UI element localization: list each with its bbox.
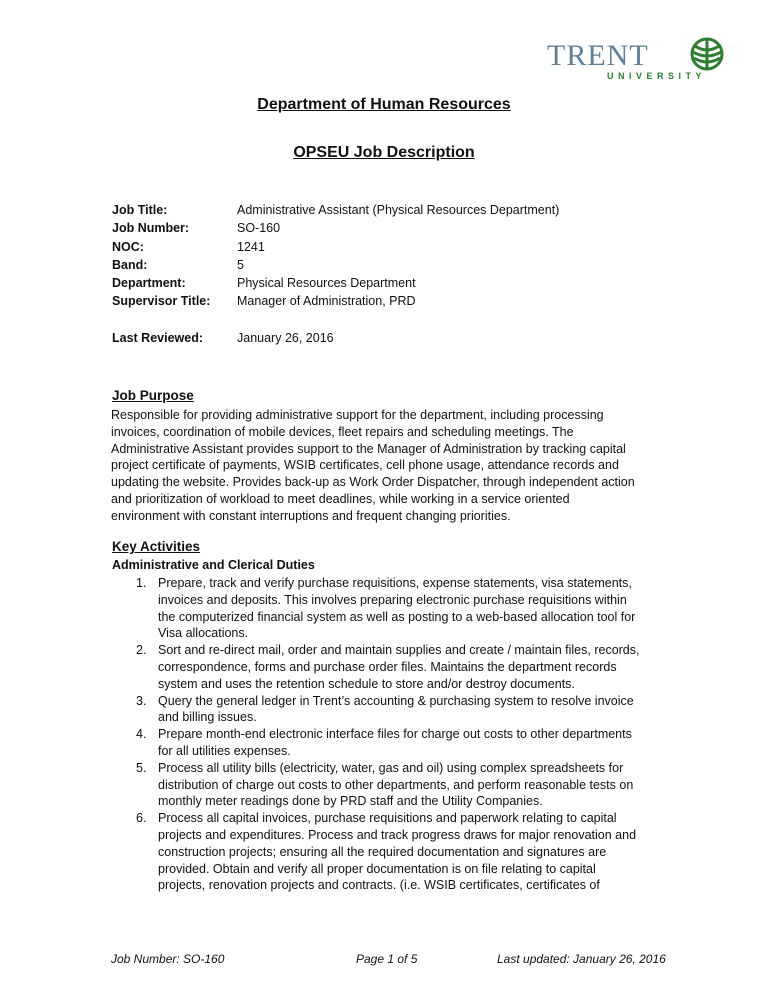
item-line: provided. Obtain and verify all proper documentation is on file relating to capital: [158, 861, 596, 876]
item-line: Process all capital invoices, purchase requisitions and paperwork relating to capital: [158, 811, 617, 826]
item-line: projects and expenditures. Process and track progress draws for major renovation and: [158, 827, 637, 842]
item-number: 6.: [136, 811, 147, 826]
svg-text:TRENT: TRENT: [547, 39, 649, 72]
purpose-line: Administrative Assistant provides support to the Manager of Administration by tracking capital: [111, 441, 626, 456]
item-line: projects, renovation projects and contracts. (i.e. WSIB certificates, certificates of: [158, 878, 600, 893]
job-purpose-heading: Job Purpose: [112, 388, 194, 403]
field-row: [112, 238, 672, 256]
key-activities-heading: Key Activities: [112, 539, 201, 554]
job-fields: [112, 201, 672, 311]
item-line: for all utilities expenses.: [158, 743, 291, 758]
item-number: 4.: [136, 727, 147, 742]
job-purpose-text: [111, 407, 635, 525]
field-label: Job Title:: [112, 203, 168, 217]
svg-text:UNIVERSITY: UNIVERSITY: [607, 71, 707, 81]
item-number: 5.: [136, 760, 147, 775]
item-number: 2.: [136, 643, 147, 658]
field-row: [112, 201, 672, 219]
item-number: 3.: [136, 693, 147, 708]
item-number: 1.: [136, 576, 147, 590]
field-value: Physical Resources Department: [237, 276, 416, 291]
field-row: [112, 274, 672, 292]
item-line: Process all utility bills (electricity, water, gas and oil) using complex spreadsheets for: [158, 760, 624, 775]
trent-university-logo: [545, 32, 730, 82]
field-label: NOC:: [112, 239, 144, 254]
field-value: 1241: [237, 239, 265, 254]
item-line: system and uses the retention schedule to store and/or destroy documents.: [158, 676, 575, 691]
purpose-line: invoices, coordination of mobile devices, fleet repairs and scheduling meetings. The: [111, 424, 574, 439]
list-item: [136, 810, 639, 894]
field-value: SO-160: [237, 221, 281, 236]
field-value: Administrative Assistant (Physical Resources Department): [237, 203, 560, 217]
item-line: the computerized financial system as well as posting to a web-based allocation tool for: [158, 609, 636, 624]
purpose-line: and prioritization of workload to meet deadlines, while working in a service oriented: [111, 491, 570, 506]
field-label: Band:: [112, 257, 148, 272]
list-item: [136, 575, 639, 642]
purpose-line: updating the website. Provides back-up as Work Order Dispatcher, through independent action: [111, 475, 635, 490]
last-reviewed-label: Last Reviewed:: [112, 331, 204, 345]
footer-last-updated: Last updated: January 26, 2016: [497, 952, 666, 966]
item-line: invoices and deposits. This involves preparing electronic purchase requisitions within: [158, 592, 627, 607]
field-value: Manager of Administration, PRD: [237, 294, 416, 309]
field-row: [112, 256, 672, 274]
item-line: Visa allocations.: [158, 626, 249, 641]
field-label: Job Number:: [112, 221, 190, 236]
item-line: correspondence, forms and purchase order files. Maintains the department records: [158, 659, 617, 674]
department-heading: Department of Human Resources: [257, 96, 511, 113]
item-line: construction projects; ensuring all the required documentation and signatures are: [158, 844, 607, 859]
item-line: distribution of charge out costs to other departments, and perform reasonable tests on: [158, 777, 634, 792]
item-line: Query the general ledger in Trent’s accounting & purchasing system to resolve invoice: [158, 693, 634, 708]
field-row: [112, 292, 672, 310]
field-row: [112, 219, 672, 237]
item-line: monthly meter readings done by PRD staff and the Utility Companies.: [158, 794, 543, 809]
footer-job-number: Job Number: SO-160: [111, 952, 225, 966]
purpose-line: Responsible for providing administrative support for the department, including processing: [111, 408, 604, 422]
item-line: and billing issues.: [158, 710, 257, 725]
purpose-line: project certificate of payments, WSIB certificates, cell phone usage, attendance records and: [111, 458, 619, 473]
last-reviewed-value: January 26, 2016: [237, 331, 334, 345]
field-value: 5: [237, 257, 244, 272]
item-line: Prepare, track and verify purchase requisitions, expense statements, visa statements,: [158, 576, 632, 590]
document-title: OPSEU Job Description: [293, 144, 475, 161]
duties-subheading: Administrative and Clerical Duties: [112, 558, 315, 572]
field-label: Department:: [112, 276, 186, 291]
footer-page-number: Page 1 of 5: [356, 952, 418, 966]
list-item: [136, 642, 639, 692]
field-label: Supervisor Title:: [112, 294, 211, 309]
item-line: Sort and re-direct mail, order and maintain supplies and create / maintain files, records,: [158, 643, 640, 658]
list-item: [136, 726, 639, 760]
list-item: [136, 693, 639, 727]
duties-list: [136, 575, 639, 894]
list-item: [136, 760, 639, 810]
purpose-line: environment with constant interruptions and frequent changing priorities.: [111, 508, 511, 523]
item-line: Prepare month-end electronic interface files for charge out costs to other departments: [158, 727, 632, 742]
